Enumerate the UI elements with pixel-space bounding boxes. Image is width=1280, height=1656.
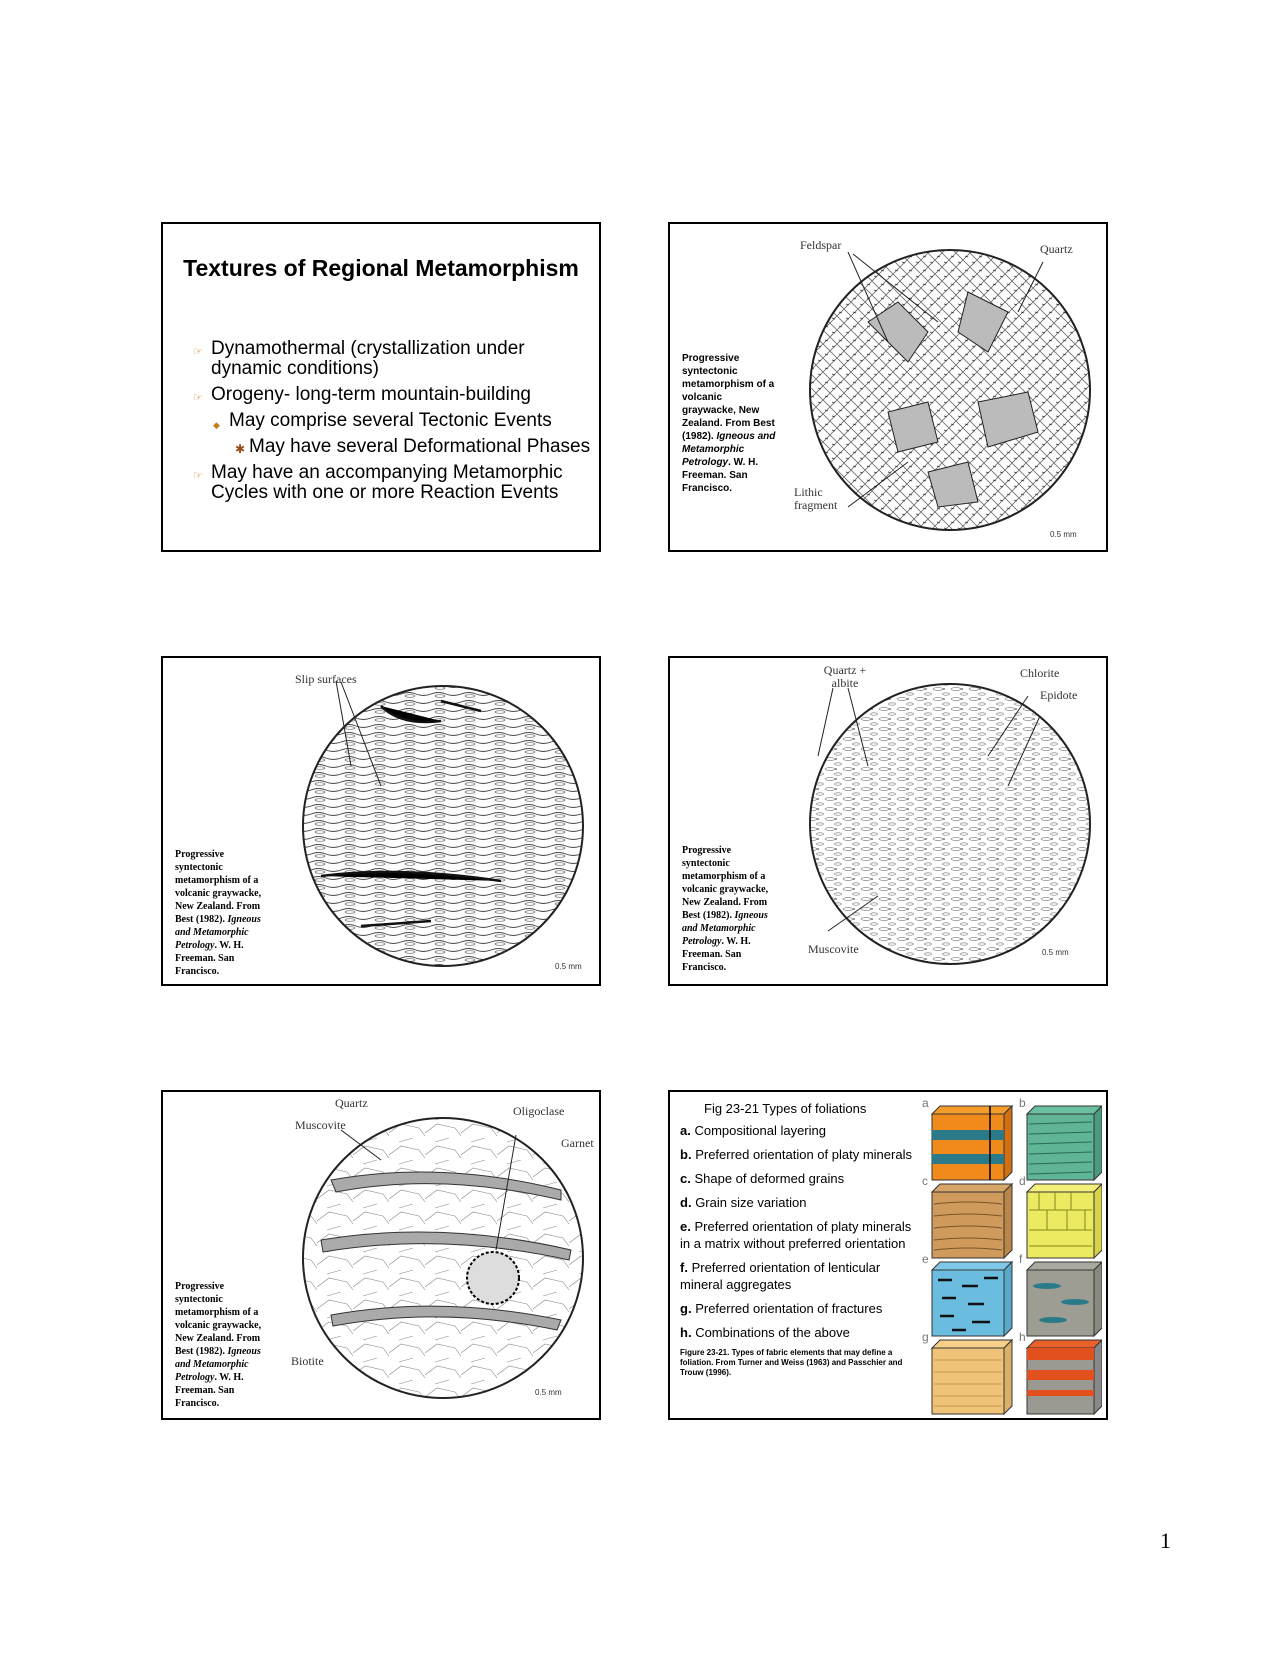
scale-bar: 0.5 mm (1042, 948, 1069, 957)
slide-5 (161, 1090, 601, 1420)
slide-2 (668, 222, 1108, 552)
slide-4 (668, 656, 1108, 986)
slide-1 (161, 222, 601, 552)
figure-caption: Progressive syntectonic metamorphism of a volcanic graywacke, New Zealand. From Best (1982). Igneous and Metamorphic Petrology. W. H. Freeman. San Francisco. (175, 1281, 262, 1409)
label-feldspar: Feldspar (800, 238, 842, 252)
scale-bar: 0.5 mm (555, 962, 582, 971)
foliation-item: e. Preferred orientation of platy minerals in a matrix without preferred orientation (680, 1219, 912, 1251)
label-lithic-fragment: Lithic fragment (794, 485, 838, 512)
block-letter: c (922, 1174, 928, 1188)
bullet-item: ◆ May comprise several Tectonic Events (193, 411, 593, 431)
label-quartz: Quartz (335, 1096, 368, 1110)
foliation-item: h. Combinations of the above (680, 1325, 850, 1340)
label-muscovite: Muscovite (295, 1118, 346, 1132)
slide-6 (668, 1090, 1108, 1420)
scale-bar: 0.5 mm (1050, 530, 1077, 539)
figure-caption: Figure 23-21. Types of fabric elements that may define a foliation. From Turner and Weiss (1963) and Passchier and Trouw (1996). (680, 1348, 903, 1377)
foliation-item: f. Preferred orientation of lenticular mineral aggregates (680, 1260, 881, 1292)
foliation-item: a. Compositional layering (680, 1123, 826, 1138)
micrograph-figure (281, 666, 597, 982)
slide-3 (161, 656, 601, 986)
figure-caption: Progressive syntectonic metamorphism of a volcanic graywacke, New Zealand. From Best (1982). Igneous and Metamorphic Petrology. W. H. Freeman. San Francisco. (682, 845, 769, 973)
foliation-list (680, 1100, 920, 1378)
label-quartz: Quartz (1040, 242, 1073, 256)
label-muscovite: Muscovite (808, 942, 859, 956)
bullet-item: ☞ Orogeny- long-term mountain-building (193, 385, 593, 405)
label-biotite: Biotite (291, 1354, 324, 1368)
pointing-hand-icon: ☞ (193, 470, 203, 482)
micrograph-figure (788, 663, 1104, 982)
foliation-item: g. Preferred orientation of fractures (680, 1301, 883, 1316)
diamond-bullet-icon: ◆ (213, 420, 220, 430)
block-letter: h (1019, 1330, 1026, 1344)
pointing-hand-icon: ☞ (193, 392, 203, 404)
star-bullet-icon: ✱ (235, 442, 246, 456)
label-epidote: Epidote (1040, 688, 1078, 702)
figure-title: Fig 23-21 Types of foliations (704, 1101, 867, 1116)
label-slip-surfaces: Slip surfaces (295, 672, 357, 686)
label-quartz-albite: Quartz + albite (823, 663, 867, 690)
foliation-item: c. Shape of deformed grains (680, 1171, 845, 1186)
scale-bar: 0.5 mm (535, 1388, 562, 1397)
block-diagrams (922, 1096, 1102, 1416)
block-letter: b (1019, 1096, 1026, 1110)
foliation-blocks (922, 1096, 1102, 1416)
pointing-hand-icon: ☞ (193, 346, 203, 358)
label-oligoclase: Oligoclase (513, 1104, 565, 1118)
page-number: 1 (1160, 1528, 1171, 1553)
figure-caption: Progressive syntectonic metamorphism of a volcanic graywacke, New Zealand. From Best (1982). Igneous and Metamorphic Petrology. W. H. Freeman. San Francisco. (175, 849, 262, 977)
bullet-item: ☞ Dynamothermal (crystallization under dynamic conditions) (193, 338, 525, 379)
label-garnet: Garnet (561, 1136, 594, 1150)
bullet-item: ☞ May have an accompanying Metamorphic Cycles with one or more Reaction Events (193, 462, 563, 503)
figure-caption: Progressive syntectonic metamorphism of a volcanic graywacke, New Zealand. From Best (1982). Igneous and Metamorphic Petrology. W. H. Freeman. San Francisco. (682, 353, 776, 494)
block-letter: f (1019, 1252, 1023, 1266)
micrograph-figure (281, 1100, 597, 1416)
slide-title: Textures of Regional Metamorphism (183, 255, 579, 281)
block-letter: g (922, 1330, 929, 1344)
label-chlorite: Chlorite (1020, 666, 1060, 680)
block-letter: e (922, 1252, 929, 1266)
block-letter: a (922, 1096, 929, 1110)
block-letter: d (1019, 1174, 1026, 1188)
foliation-item: b. Preferred orientation of platy minerals (680, 1147, 912, 1162)
foliation-item: d. Grain size variation (680, 1195, 807, 1210)
bullet-item: ✱ May have several Deformational Phases (235, 436, 591, 457)
bullet-list (193, 339, 593, 509)
